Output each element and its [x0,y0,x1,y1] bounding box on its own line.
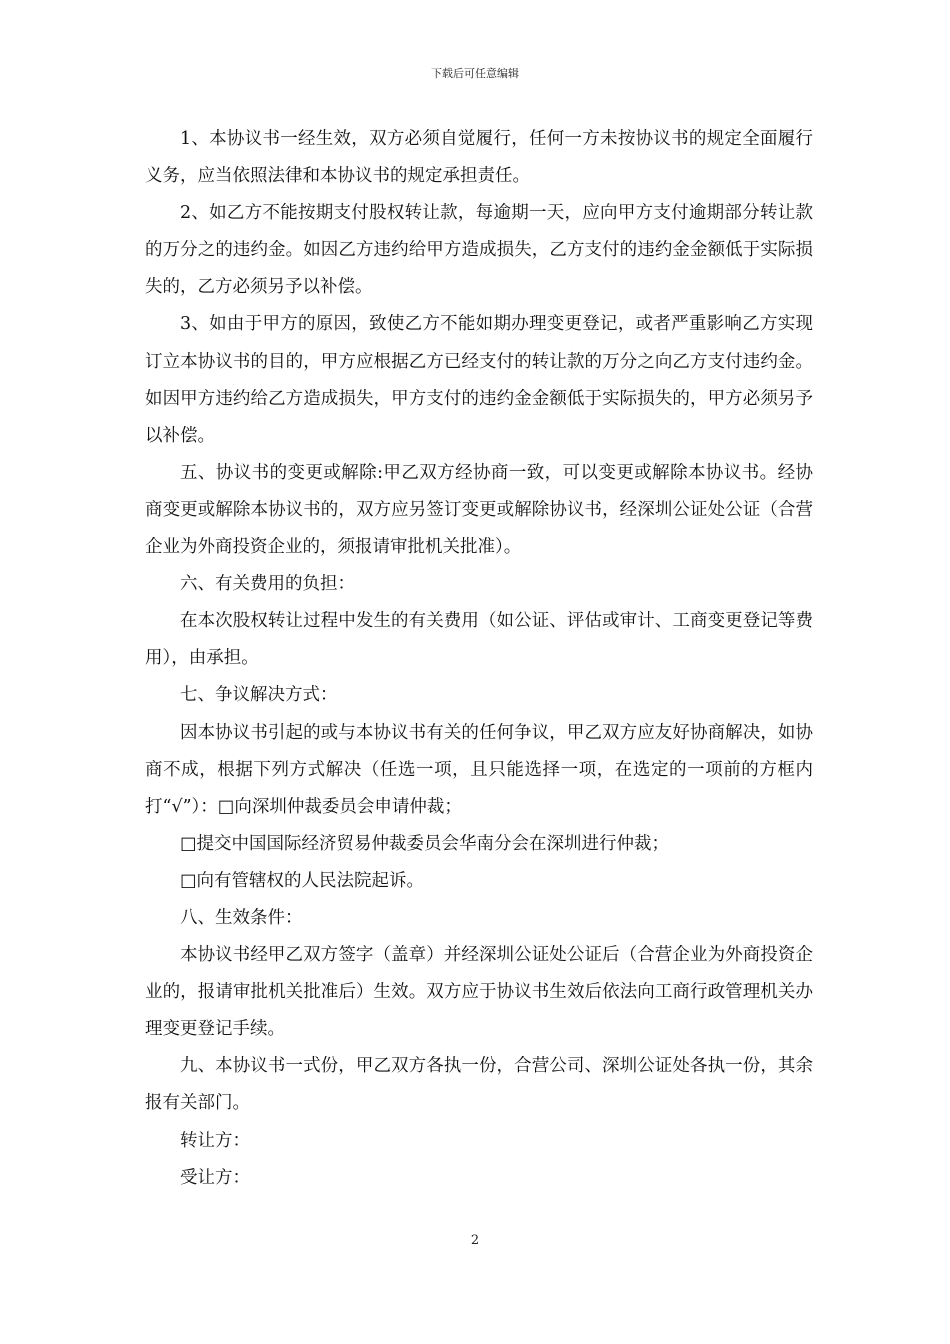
document-body [145,121,813,1197]
section-6-heading: 六、有关费用的负担： [180,574,355,595]
transferor-signature-line: 转让方： [180,1130,250,1151]
section-7-heading: 七、争议解决方式： [180,685,338,706]
transferee-signature-line: 受让方： [180,1167,250,1188]
clause-2-late-payment: 2、如乙方不能按期支付股权转让款，每逾期一天，应向甲方支付逾期部分转让款的万分之的违约金。如因乙方违约给甲方造成损失，乙方支付的违约金金额低于实际损失的，乙方必须另予以补偿。 [145,203,813,298]
section-8-effectiveness: 本协议书经甲乙双方签字（盖章）并经深圳公证处公证后（合营企业为外商投资企业的，报请审批机关批准后）生效。双方应于协议书生效后依法向工商行政管理机关办理变更登记手续。 [145,945,813,1040]
section-5-amendment: 五、协议书的变更或解除:甲乙双方经协商一致，可以变更或解除本协议书。经协商变更或解除本协议书的，双方应另签订变更或解除协议书，经深圳公证处公证（合营企业为外商投资企业的，须报请审批机关批准）。 [145,462,813,558]
section-6-costs: 在本次股权转让过程中发生的有关费用（如公证、评估或审计、工商变更登记等费用），由承担。 [145,611,813,669]
clause-3-registration-delay: 3、如由于甲方的原因，致使乙方不能如期办理变更登记，或者严重影响乙方实现订立本协议书的目的，甲方应根据乙方已经支付的转让款的万分之向乙方支付违约金。如因甲方违约给乙方造成损失，甲方支付的违约金金额低于实际损失的，甲方必须另予以补偿。 [145,314,813,446]
section-7-dispute: 因本协议书引起的或与本协议书有关的任何争议，甲乙双方应友好协商解决，如协商不成，根据下列方式解决（任选一项，且只能选择一项，在选定的一项前的方框内打“√”）：□向深圳仲裁委员会申请仲裁； [145,722,813,817]
section-7-option-court: □向有管辖权的人民法院起诉。 [180,870,425,891]
section-7-option-arbitration-cietac: □提交中国国际经济贸易仲裁委员会华南分会在深圳进行仲裁； [180,833,670,854]
page-header: 下载后可任意编辑 [431,67,519,80]
clause-1-liability: 1、本协议书一经生效，双方必须自觉履行，任何一方未按协议书的规定全面履行义务，应当依照法律和本协议书的规定承担责任。 [145,129,813,187]
section-9-copies: 九、本协议书一式份，甲乙双方各执一份，合营公司、深圳公证处各执一份，其余报有关部门。 [145,1056,813,1114]
page-number: 2 [470,1233,480,1248]
section-8-heading: 八、生效条件： [180,907,303,928]
